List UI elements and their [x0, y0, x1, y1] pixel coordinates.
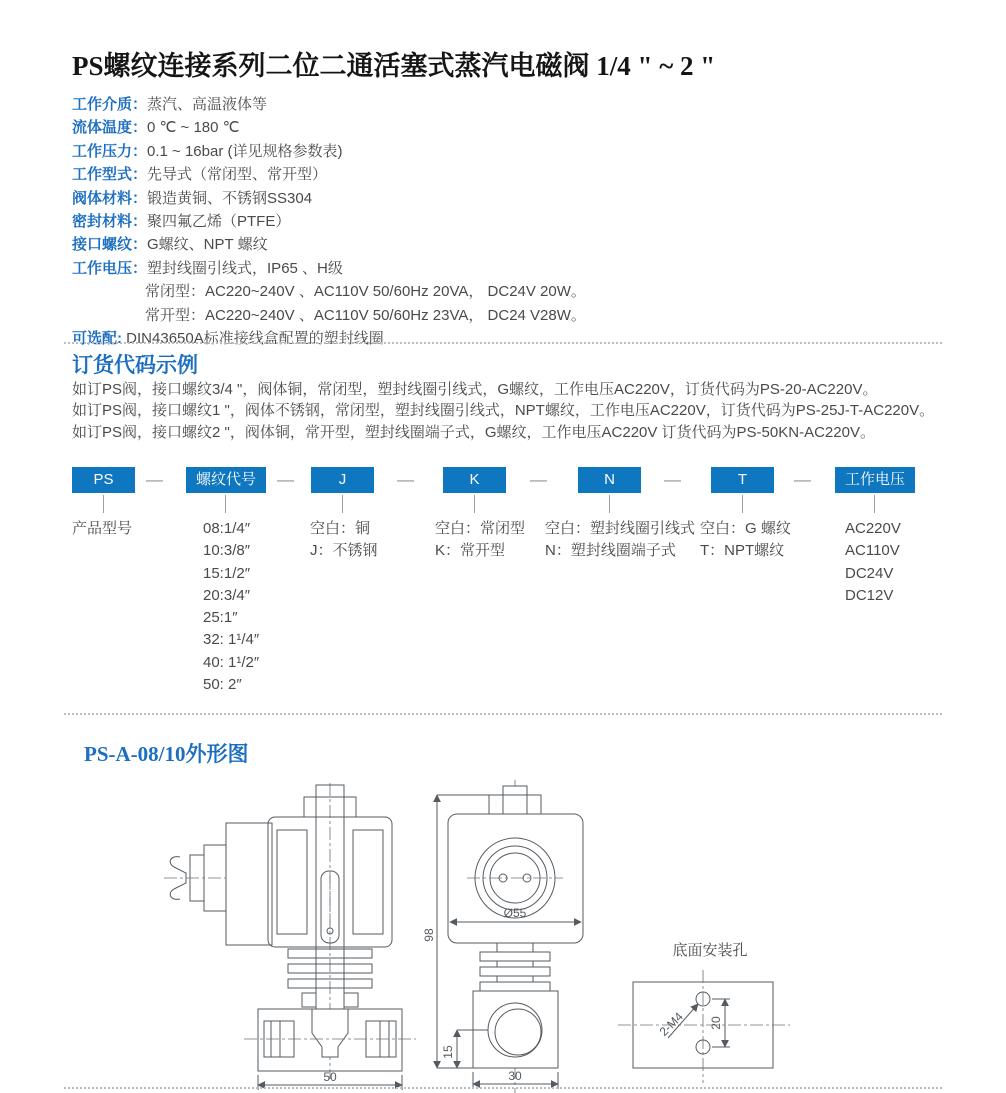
connector-line: [103, 495, 104, 513]
code-dash: —: [530, 470, 547, 489]
spec-value: DIN43650A标准接线盒配置的塑封线圈: [126, 330, 384, 348]
ordering-examples: [72, 379, 934, 443]
dotted-separator: [64, 713, 942, 715]
ordering-example-line: 如订PS阀，接口螺纹1 "，阀体不锈钢，常闭型，塑封线圈引线式，NPT螺纹，工作电压AC220V，订货代码为PS-25J-T-AC220V。: [72, 402, 935, 420]
front-view-drawing: [422, 780, 640, 1093]
code-box-n: N: [578, 467, 641, 493]
desc-line: 空白：G 螺纹: [700, 520, 791, 537]
dim-label-30: 30: [508, 1069, 522, 1083]
spec-label: 密封材料：: [72, 213, 148, 231]
code-desc-voltage: [845, 518, 901, 607]
code-dash: —: [397, 470, 414, 489]
mount-plate: [618, 970, 790, 1083]
code-box-j: J: [311, 467, 374, 493]
dim-label-98: 98: [422, 928, 436, 942]
mounting-hole-drawing: [618, 935, 958, 1090]
dimension-30: [473, 1069, 558, 1089]
code-dash: —: [277, 470, 294, 489]
desc-line: 40: 1¹/2″: [203, 653, 260, 671]
spec-row: [72, 116, 586, 139]
spec-list: [72, 93, 586, 350]
spec-value: 塑封线圈引线式，IP65 、H级: [147, 259, 343, 277]
dim-label-15: 15: [441, 1045, 455, 1059]
code-box-thread: 螺纹代号: [186, 467, 266, 493]
connector-line: [874, 495, 875, 513]
spec-label: 接口螺纹：: [72, 236, 148, 254]
spec-value: 聚四氟乙烯（PTFE）: [147, 213, 291, 231]
desc-line: 空白：铜: [310, 520, 371, 537]
desc-line: DC12V: [845, 586, 894, 604]
spec-row: [72, 93, 586, 116]
outline-drawing-title: PS-A-08/10外形图: [84, 742, 249, 766]
spec-label: 工作电压：: [72, 259, 148, 277]
code-desc-ps: [72, 518, 132, 540]
code-box-voltage: 工作电压: [835, 467, 915, 493]
spec-value: G螺纹、NPT 螺纹: [147, 236, 268, 254]
spec-row: [72, 140, 586, 163]
spec-row: [72, 257, 586, 280]
spec-row: [72, 163, 586, 186]
spec-label: 流体温度：: [72, 119, 148, 137]
connector-line: [742, 495, 743, 513]
code-box-ps: PS: [72, 467, 135, 493]
desc-line: 15:1/2″: [203, 564, 251, 582]
connector-line: [474, 495, 475, 513]
spec-label: 阀体材料：: [72, 189, 148, 207]
ordering-example-line: 如订PS阀，接口螺纹2 "，阀体铜，常开型，塑封线圈端子式，G螺纹，工作电压AC220V 订货代码为PS-50KN-AC220V。: [72, 423, 875, 441]
desc-line: AC110V: [845, 542, 900, 560]
connector-line: [609, 495, 610, 513]
code-desc-valve-type: [435, 518, 525, 563]
solenoid-section: [164, 785, 392, 1009]
cross-section-drawing: [140, 783, 440, 1093]
desc-line: DC24V: [845, 564, 894, 582]
ordering-example-line: 如订PS阀，接口螺纹3/4 "，阀体铜，常闭型，塑封线圈引线式，G螺纹，工作电压AC220V，订货代码为PS-20-AC220V。: [72, 381, 878, 398]
dotted-separator: [64, 1087, 942, 1089]
spec-value: 锻造黄铜、不锈钢SS304: [147, 189, 313, 207]
code-box-t: T: [711, 467, 774, 493]
connector-line: [225, 495, 226, 513]
code-dash: —: [794, 470, 811, 489]
code-box-k: K: [443, 467, 506, 493]
mount-view-title: 底面安装孔: [672, 942, 748, 959]
ordering-section-title: 订货代码示例: [72, 353, 198, 377]
spec-label: 工作型式：: [72, 166, 148, 184]
spec-row: [72, 233, 586, 256]
spec-row: [72, 210, 586, 233]
dim-label-diameter: Ø55: [503, 906, 527, 920]
desc-line: 08:1/4″: [203, 520, 251, 537]
code-dash: —: [664, 470, 681, 489]
code-desc-thread: [203, 518, 259, 696]
desc-line: 32: 1¹/4″: [203, 631, 260, 649]
spec-value: 蒸汽、高温液体等: [147, 96, 268, 113]
spec-label: 工作介质：: [72, 96, 148, 113]
desc-line: 20:3/4″: [203, 586, 251, 604]
desc-line: T：NPT螺纹: [700, 542, 785, 560]
spec-value: 先导式（常闭型、常开型）: [147, 166, 328, 184]
spec-label: 工作压力：: [72, 142, 148, 160]
desc-line: 空白：常闭型: [435, 520, 526, 537]
code-desc-thread-standard: [700, 518, 791, 563]
dim-label-50: 50: [323, 1070, 337, 1084]
desc-line: AC220V: [845, 520, 901, 537]
desc-line: 50: 2″: [203, 676, 242, 694]
code-dash: —: [146, 470, 163, 489]
hole-label-2-m4: 2-M4: [656, 1009, 686, 1039]
desc-line: 产品型号: [72, 520, 133, 537]
code-desc-coil-type: [545, 518, 695, 563]
desc-line: 10:3/8″: [203, 542, 251, 560]
connector-line: [342, 495, 343, 513]
desc-line: 空白：塑封线圈引线式: [545, 520, 696, 537]
spec-value: 0.1 ~ 16bar (详见规格参数表): [147, 142, 343, 160]
valve-front: [473, 943, 558, 1068]
voltage-detail-line: 常闭型：AC220~240V 、AC110V 50/60Hz 20VA， DC24V 20W。: [145, 283, 586, 301]
spec-label: 可选配:: [72, 330, 122, 348]
desc-line: K：常开型: [435, 542, 506, 560]
voltage-detail-line: 常开型：AC220~240V 、AC110V 50/60Hz 23VA， DC24 V28W。: [145, 306, 586, 324]
desc-line: 25:1″: [203, 609, 238, 627]
dotted-separator: [64, 342, 942, 344]
spec-value: 0 ℃ ~ 180 ℃: [147, 119, 240, 137]
desc-line: N：塑封线圈端子式: [545, 542, 676, 560]
page-title: PS螺纹连接系列二位二通活塞式蒸汽电磁阀 1/4 " ~ 2 ": [72, 51, 716, 82]
code-desc-body-material: [310, 518, 378, 563]
spec-row-optional: [72, 327, 586, 350]
dim-label-20: 20: [709, 1016, 723, 1030]
spec-row: [72, 187, 586, 210]
desc-line: J：不锈钢: [310, 542, 378, 560]
